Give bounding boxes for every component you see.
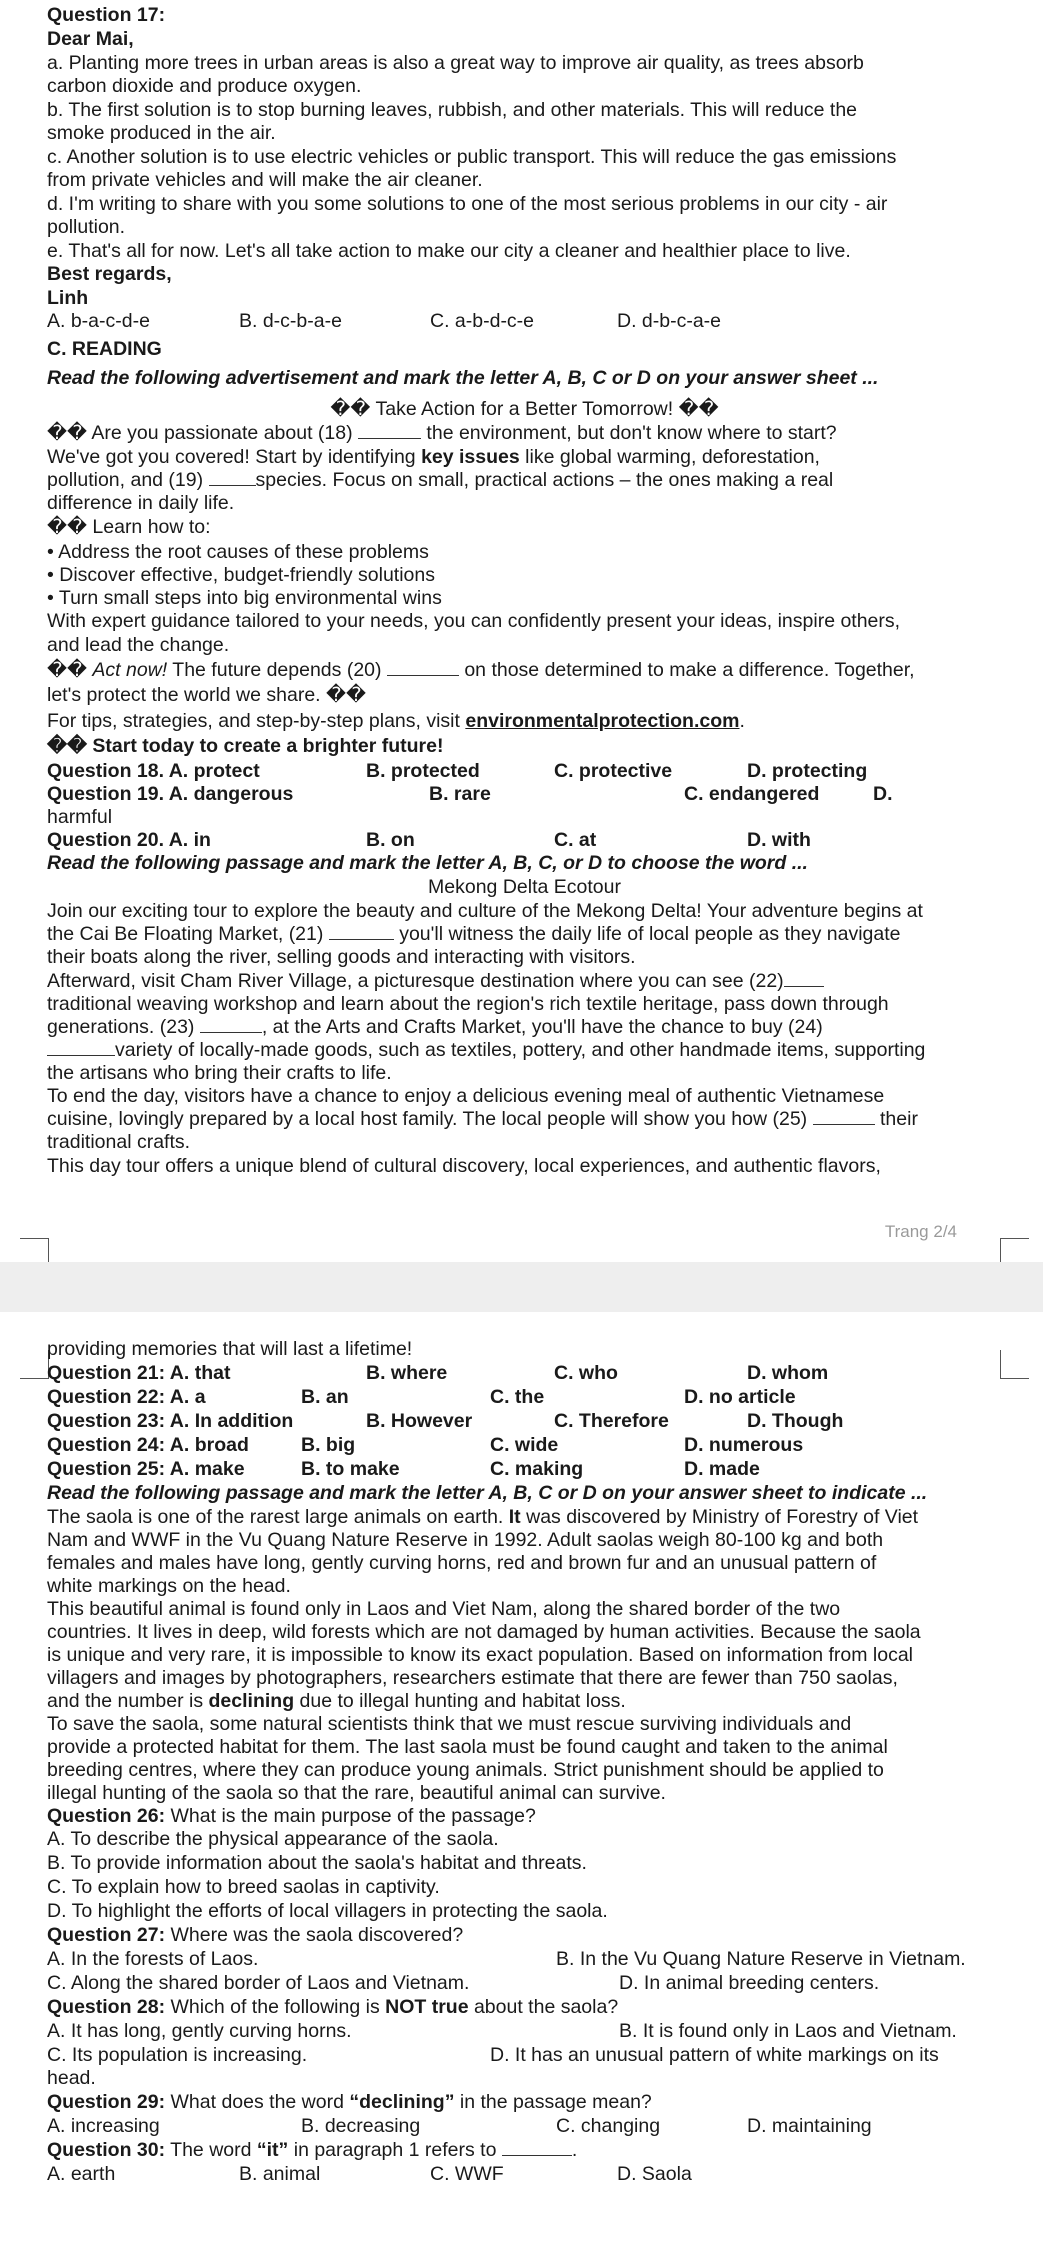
question-30-label: Question 30: (47, 2139, 166, 2161)
passage-line-11: traditional crafts. (47, 1131, 191, 1153)
saola-text: was discovered by Ministry of Forestry of Viet (520, 1506, 919, 1528)
question-25-option-c[interactable]: C. making (490, 1458, 584, 1480)
question-18-option-c[interactable]: C. protective (554, 760, 673, 782)
question-20-option-b[interactable]: B. on (366, 829, 415, 851)
saola-text: The saola is one of the rarest large animals on earth. (47, 1506, 509, 1528)
saola-keyword-declining: declining (208, 1690, 295, 1712)
sentence-d: d. I'm writing to share with you some solutions to one of the most serious problems in our city - air (47, 193, 888, 215)
question-24-option-b[interactable]: B. big (301, 1434, 356, 1456)
question-30-option-c[interactable]: C. WWF (430, 2163, 504, 2185)
question-28-stem (47, 1996, 618, 2018)
passage-text: Afterward, visit Cham River Village, a picturesque destination where you can see (22) (47, 970, 784, 992)
passage-text: their (874, 1108, 918, 1130)
question-28-option-d-wrap: head. (47, 2067, 96, 2089)
question-30-option-a[interactable]: A. earth (47, 2163, 116, 2185)
advertisement-title: �� Take Action for a Better Tomorrow! �� (330, 398, 719, 420)
question-29-keyword: “declining” (349, 2091, 455, 2113)
question-17-title: Question 17: (47, 4, 166, 26)
blank-25 (813, 1110, 875, 1125)
passage-line-7 (47, 1039, 925, 1061)
saola-text: due to illegal hunting and habitat loss. (294, 1690, 626, 1712)
question-28-label: Question 28: (47, 1996, 166, 2018)
question-18-option-d[interactable]: D. protecting (747, 760, 868, 782)
ad-keyword: key issues (421, 446, 520, 468)
question-21-option-d[interactable]: D. whom (747, 1362, 829, 1384)
question-28-emphasis: NOT true (385, 1996, 469, 2018)
question-30-keyword: “it” (256, 2139, 289, 2161)
blank-21 (329, 925, 394, 940)
question-27-option-a[interactable]: A. In the forests of Laos. (47, 1948, 259, 1970)
question-26-stem (47, 1805, 536, 1827)
ad-text: species. Focus on small, practical actions – the ones making a real (255, 469, 834, 491)
question-19-option-b[interactable]: B. rare (429, 783, 491, 805)
passage-line-10 (47, 1108, 918, 1130)
ad-line-4: difference in daily life. (47, 492, 235, 514)
saola-line-2: Nam and WWF in the Vu Quang Nature Reserve in 1992. Adult saolas weigh 80-100 kg and both (47, 1529, 884, 1551)
sentence-a-cont: carbon dioxide and produce oxygen. (47, 75, 362, 97)
website-link[interactable]: environmentalprotection.com (465, 710, 740, 732)
question-29-option-a[interactable]: A. increasing (47, 2115, 160, 2137)
question-26-option-b[interactable]: B. To provide information about the saola's habitat and threats. (47, 1852, 587, 1874)
question-19-option-d[interactable]: D. (873, 783, 893, 805)
ad-line-12: let's protect the world we share. �� (47, 684, 367, 706)
sentence-c-cont: from private vehicles and will make the air cleaner. (47, 169, 483, 191)
question-29-option-b[interactable]: B. decreasing (301, 2115, 421, 2137)
ad-line-11 (47, 659, 915, 681)
ad-bullet-2: • Discover effective, budget-friendly solutions (47, 564, 435, 586)
saola-line-3: females and males have long, gently curving horns, red and brown fur and an unusual pattern of (47, 1552, 877, 1574)
question-29-stem (47, 2091, 652, 2113)
question-18-option-b[interactable]: B. protected (366, 760, 480, 782)
passage-line-2 (47, 923, 900, 945)
ad-text: pollution, and (19) (47, 469, 209, 491)
question-29-option-d[interactable]: D. maintaining (747, 2115, 872, 2137)
ad-line-13 (47, 710, 745, 732)
passage-line-3: their boats along the river, selling goods and interacting with visitors. (47, 946, 636, 968)
passage-line-9: To end the day, visitors have a chance to enjoy a delicious evening meal of authentic Vietnamese (47, 1085, 885, 1107)
passage-text: generations. (23) (47, 1016, 200, 1038)
question-28-text: Which of the following is (165, 1996, 386, 2018)
question-30-option-d[interactable]: D. Saola (617, 2163, 692, 2185)
question-20-option-c[interactable]: C. at (554, 829, 597, 851)
passage-text: , at the Arts and Crafts Market, you'll have the chance to buy (24) (261, 1016, 823, 1038)
ad-text: the environment, but don't know where to start? (421, 422, 837, 444)
saola-line-12: breeding centres, where they can produce young animals. Strict punishment should be applied to (47, 1759, 884, 1781)
saola-line-9 (47, 1690, 626, 1712)
question-30-stem (47, 2139, 577, 2161)
question-19-option-d-wrap: harmful (47, 806, 113, 828)
ad-text: . (739, 710, 745, 732)
passage-line-8: the artisans who bring their crafts to life. (47, 1062, 392, 1084)
question-29-text: in the passage mean? (454, 2091, 652, 2113)
question-26-text: What is the main purpose of the passage? (165, 1805, 536, 1827)
question-19-option-a[interactable]: Question 19. A. dangerous (47, 783, 294, 805)
passage-line-12: This day tour offers a unique blend of cultural discovery, local experiences, and authentic flavors, (47, 1155, 881, 1177)
question-21-option-a[interactable]: Question 21: A. that (47, 1362, 231, 1384)
question-30-text: . (571, 2139, 578, 2161)
ad-text: For tips, strategies, and step-by-step plans, visit (47, 710, 466, 732)
ad-line-2 (47, 446, 820, 468)
question-25-option-b[interactable]: B. to make (301, 1458, 400, 1480)
question-27-stem (47, 1924, 463, 1946)
question-29-text: What does the word (165, 2091, 350, 2113)
saola-line-10: To save the saola, some natural scientists think that we must rescue surviving individuals and (47, 1713, 852, 1735)
question-24-option-a[interactable]: Question 24: A. broad (47, 1434, 249, 1456)
question-22-option-c[interactable]: C. the (490, 1386, 545, 1408)
saola-keyword-it: It (508, 1506, 521, 1528)
saola-text: and the number is (47, 1690, 209, 1712)
ad-bullet-3: • Turn small steps into big environmental wins (47, 587, 442, 609)
blank-22 (784, 972, 824, 987)
question-20-option-a[interactable]: Question 20. A. in (47, 829, 211, 851)
sentence-e: e. That's all for now. Let's all take action to make our city a cleaner and healthier place to live. (47, 240, 851, 262)
document-page-2 (0, 1312, 1043, 2254)
question-26-option-a[interactable]: A. To describe the physical appearance of the saola. (47, 1828, 499, 1850)
reading-instruction-1: Read the following advertisement and mark the letter A, B, C or D on your answer sheet ... (47, 367, 879, 389)
ad-emphasis: Act now! (92, 659, 168, 681)
page-separator (0, 1262, 1043, 1312)
question-27-option-c[interactable]: C. Along the shared border of Laos and Vietnam. (47, 1972, 470, 1994)
ad-line-9: With expert guidance tailored to your needs, you can confidently present your ideas, inspire others, (47, 610, 901, 632)
saola-line-4: white markings on the head. (47, 1575, 291, 1597)
ad-line-3 (47, 469, 833, 491)
question-25-option-a[interactable]: Question 25: A. make (47, 1458, 245, 1480)
question-30-text: in paragraph 1 refers to (288, 2139, 502, 2161)
question-26-label: Question 26: (47, 1805, 166, 1827)
question-30-option-b[interactable]: B. animal (239, 2163, 321, 2185)
ad-line-10: and lead the change. (47, 634, 230, 656)
passage-text: cuisine, lovingly prepared by a local host family. The local people will show you how (25) (47, 1108, 813, 1130)
question-18-option-a[interactable]: Question 18. A. protect (47, 760, 260, 782)
blank-20 (387, 661, 459, 676)
reading-instruction-3: Read the following passage and mark the letter A, B, C or D on your answer sheet to indicate ... (47, 1482, 928, 1504)
question-29-label: Question 29: (47, 2091, 166, 2113)
ad-text: on those determined to make a difference. Together, (458, 659, 915, 681)
passage-line-4 (47, 970, 824, 992)
saola-line-8: villagers and images by photographers, researchers estimate that there are fewer than 750 saolas, (47, 1667, 898, 1689)
passage-text: the Cai Be Floating Market, (21) (47, 923, 329, 945)
question-25-option-d[interactable]: D. made (684, 1458, 760, 1480)
saola-line-6: countries. It lives in deep, wild forests which are not damaged by human activities. Because the saola (47, 1621, 921, 1643)
passage-line-6 (47, 1016, 823, 1038)
reading-instruction-2: Read the following passage and mark the letter A, B, C, or D to choose the word ... (47, 852, 808, 874)
passage-text: variety of locally-made goods, such as textiles, pottery, and other handmade items, supporting (115, 1039, 926, 1061)
option-a[interactable]: A. b-a-c-d-e (47, 310, 150, 332)
question-22-option-b[interactable]: B. an (301, 1386, 349, 1408)
passage-title: Mekong Delta Ecotour (428, 876, 621, 898)
question-27-option-b[interactable]: B. In the Vu Quang Nature Reserve in Vietnam. (556, 1948, 966, 1970)
ad-text: We've got you covered! Start by identifying (47, 446, 422, 468)
question-19-option-c[interactable]: C. endangered (684, 783, 820, 805)
passage-line-5: traditional weaving workshop and learn about the region's rich textile heritage, pass down through (47, 993, 889, 1015)
question-20-option-d[interactable]: D. with (747, 829, 811, 851)
reading-heading: C. READING (47, 338, 162, 360)
ad-text: �� Are you passionate about (18) (47, 422, 359, 444)
crop-mark-top-left (20, 1350, 49, 1379)
saola-line-1 (47, 1506, 918, 1528)
question-28-text: about the saola? (468, 1996, 619, 2018)
crop-mark-top-right (1000, 1350, 1029, 1379)
sentence-d-cont: pollution. (47, 216, 126, 238)
question-27-option-d[interactable]: D. In animal breeding centers. (619, 1972, 880, 1994)
passage-text: you'll witness the daily life of local people as they navigate (393, 923, 901, 945)
blank-24 (47, 1041, 115, 1056)
question-22-option-d[interactable]: D. no article (684, 1386, 796, 1408)
question-29-option-c[interactable]: C. changing (556, 2115, 661, 2137)
question-23-option-b[interactable]: B. However (366, 1410, 473, 1432)
option-b[interactable]: B. d-c-b-a-e (239, 310, 342, 332)
question-26-option-d[interactable]: D. To highlight the efforts of local villagers in protecting the saola. (47, 1900, 608, 1922)
question-24-option-c[interactable]: C. wide (490, 1434, 559, 1456)
ad-bullet-1: • Address the root causes of these problems (47, 541, 429, 563)
question-23-option-d[interactable]: D. Though (747, 1410, 844, 1432)
question-30-text: The word (165, 2139, 257, 2161)
saola-line-13: illegal hunting of the saola so that the rare, beautiful animal can survive. (47, 1782, 666, 1804)
blank-18 (358, 424, 421, 439)
question-28-option-c[interactable]: C. Its population is increasing. (47, 2044, 308, 2066)
saola-line-11: provide a protected habitat for them. The last saola must be found caught and taken to the animal (47, 1736, 888, 1758)
question-23-option-c[interactable]: C. Therefore (554, 1410, 669, 1432)
blank-19 (209, 471, 256, 486)
option-c[interactable]: C. a-b-d-c-e (430, 310, 535, 332)
letter-signature: Linh (47, 287, 89, 309)
letter-greeting: Dear Mai, (47, 28, 134, 50)
ad-text: The future depends (20) (167, 659, 387, 681)
question-28-option-d[interactable]: D. It has an unusual pattern of white markings on its (490, 2044, 939, 2066)
question-22-option-a[interactable]: Question 22: A. a (47, 1386, 206, 1408)
question-27-text: Where was the saola discovered? (165, 1924, 464, 1946)
sentence-a: a. Planting more trees in urban areas is also a great way to improve air quality, as trees absorb (47, 52, 864, 74)
ad-text: like global warming, deforestation, (519, 446, 820, 468)
blank-23 (200, 1018, 262, 1033)
question-26-option-c[interactable]: C. To explain how to breed saolas in captivity. (47, 1876, 440, 1898)
question-28-option-a[interactable]: A. It has long, gently curving horns. (47, 2020, 352, 2042)
blank-30 (502, 2141, 572, 2156)
sentence-b-cont: smoke produced in the air. (47, 122, 276, 144)
question-28-option-b[interactable]: B. It is found only in Laos and Vietnam. (619, 2020, 957, 2042)
question-27-label: Question 27: (47, 1924, 166, 1946)
saola-line-5: This beautiful animal is found only in Laos and Viet Nam, along the shared border of the two (47, 1598, 841, 1620)
ad-line-5: �� Learn how to: (47, 516, 211, 538)
question-21-option-b[interactable]: B. where (366, 1362, 448, 1384)
ad-text: �� (47, 659, 93, 681)
question-24-option-d[interactable]: D. numerous (684, 1434, 804, 1456)
page-number: Trang 2/4 (884, 1222, 957, 1241)
letter-closing: Best regards, (47, 263, 172, 285)
passage-line-1: Join our exciting tour to explore the beauty and culture of the Mekong Delta! Your adventure begins at (47, 900, 923, 922)
ad-line-1 (47, 422, 837, 444)
question-23-option-a[interactable]: Question 23: A. In addition (47, 1410, 294, 1432)
passage-continuation: providing memories that will last a lifetime! (47, 1338, 413, 1360)
ad-line-14: �� Start today to create a brighter future! (47, 735, 444, 757)
option-d[interactable]: D. d-b-c-a-e (617, 310, 722, 332)
sentence-b: b. The first solution is to stop burning leaves, rubbish, and other materials. This will reduce the (47, 99, 858, 121)
saola-line-7: is unique and very rare, it is impossible to know its exact population. Based on information from local (47, 1644, 914, 1666)
question-21-option-c[interactable]: C. who (554, 1362, 618, 1384)
sentence-c: c. Another solution is to use electric vehicles or public transport. This will reduce the gas emissions (47, 146, 897, 168)
